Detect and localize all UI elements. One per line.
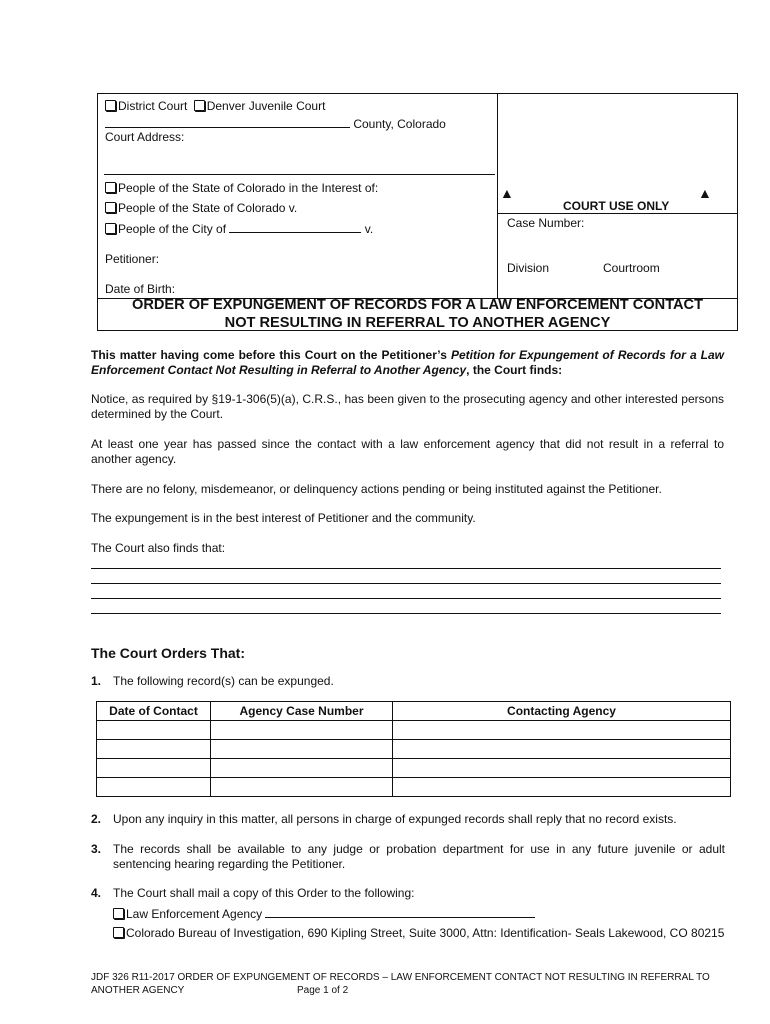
contacting-agency-cell[interactable] [393, 740, 731, 759]
finding-best-interest: The expungement is in the best interest of Petitioner and the community. [91, 511, 476, 525]
state-v-checkbox[interactable] [105, 202, 116, 213]
dob-label: Date of Birth: [105, 282, 176, 296]
order-item-4-text: The Court shall mail a copy of this Order to the following: [113, 886, 415, 900]
order-item-3-text: The records shall be available to any judge or probation department for use in any future juvenile or adult sentencing hearing regarding the Petitioner. [113, 842, 725, 871]
courtroom-label: Courtroom [603, 261, 660, 275]
footer-form-line: JDF 326 R11-2017 ORDER OF EXPUNGEMENT OF RECORDS – LAW ENFORCEMENT CONTACT NOT RESULTING IN REFERRAL TO [91, 972, 710, 983]
date-of-contact-cell[interactable] [97, 740, 211, 759]
orders-heading: The Court Orders That: [91, 645, 246, 661]
county-input[interactable] [105, 115, 350, 128]
city-v-suffix: v. [364, 222, 374, 236]
agency-case-number-cell[interactable] [211, 721, 393, 740]
up-arrow-right-icon: ▲ [698, 185, 712, 201]
date-of-contact-cell[interactable] [97, 721, 211, 740]
order-item-4-number: 4. [91, 886, 102, 900]
division-label: Division [507, 261, 550, 275]
mail-option-cbi [113, 926, 725, 941]
order-item-3 [91, 842, 725, 872]
findings-fill-line-1[interactable] [91, 568, 721, 569]
finding-no-actions: There are no felony, misdemeanor, or delinquency actions pending or being instituted against the Petitioner. [91, 482, 662, 496]
court-use-only-label: COURT USE ONLY [563, 199, 670, 213]
table-row [97, 778, 731, 797]
table-row [97, 740, 731, 759]
agency-case-number-cell[interactable] [211, 759, 393, 778]
finding-notice: Notice, as required by §19-1-306(5)(a), C.R.S., has been given to the prosecuting agency and other interested persons determined by the Court. [91, 392, 724, 421]
denver-juvenile-court-checkbox[interactable] [194, 100, 205, 111]
findings-fill-line-2[interactable] [91, 583, 721, 584]
petitioner-label: Petitioner: [105, 252, 160, 266]
law-enforcement-label: Law Enforcement Agency [126, 907, 263, 921]
cbi-label: Colorado Bureau of Investigation, 690 Kipling Street, Suite 3000, Attn: Identification- Seals Lakewood, CO 80215 [126, 926, 725, 940]
cbi-checkbox[interactable] [113, 927, 124, 938]
case-number-label: Case Number: [507, 216, 585, 230]
mail-option-law-enforcement [113, 906, 535, 921]
table-row [97, 759, 731, 778]
county-suffix: County, Colorado [353, 117, 446, 131]
date-of-contact-cell[interactable] [97, 778, 211, 797]
intro-paragraph [91, 348, 724, 378]
up-arrow-left-icon: ▲ [500, 185, 514, 201]
city-name-input[interactable] [229, 221, 361, 233]
order-item-2-number: 2. [91, 812, 102, 826]
intro-lead: This matter having come before this Court on the Petitioner’s [91, 348, 451, 362]
order-item-3-number: 3. [91, 842, 102, 856]
district-court-label: District Court [118, 99, 188, 113]
date-of-contact-cell[interactable] [97, 759, 211, 778]
caption-divider [497, 93, 498, 298]
order-item-2-text: Upon any inquiry in this matter, all persons in charge of expunged records shall reply that no record exists. [113, 812, 677, 826]
state-v-label: People of the State of Colorado v. [118, 201, 298, 215]
header-agency-case-number: Agency Case Number [211, 702, 393, 721]
denver-juvenile-court-label: Denver Juvenile Court [206, 99, 326, 113]
party-option-state [105, 201, 297, 215]
header-contacting-agency: Contacting Agency [393, 702, 731, 721]
contacting-agency-cell[interactable] [393, 778, 731, 797]
table-row [97, 721, 731, 740]
party-option-interest [105, 181, 378, 195]
law-enforcement-agency-input[interactable] [265, 906, 535, 918]
agency-case-number-cell[interactable] [211, 740, 393, 759]
district-court-checkbox[interactable] [105, 100, 116, 111]
finding-also-finds: The Court also finds that: [91, 541, 226, 555]
order-item-2 [91, 812, 724, 826]
findings-fill-line-3[interactable] [91, 598, 721, 599]
title-line-1: ORDER OF EXPUNGEMENT OF RECORDS FOR A LAW ENFORCEMENT CONTACT [131, 297, 704, 313]
footer-form-line-2: ANOTHER AGENCY [91, 985, 185, 996]
court-address-input[interactable] [104, 174, 495, 175]
interest-of-label: People of the State of Colorado in the Interest of: [118, 181, 379, 195]
court-address-label: Court Address: [105, 130, 185, 144]
order-item-4 [91, 886, 414, 900]
court-use-rule [498, 213, 738, 214]
petition-title: Petition for Expungement of Records for a Law Enforcement Contact Not Resulting in Referral to Another Agency [91, 348, 725, 377]
order-item-1-number: 1. [91, 674, 102, 688]
county-line [105, 115, 446, 131]
contacting-agency-cell[interactable] [393, 759, 731, 778]
agency-case-number-cell[interactable] [211, 778, 393, 797]
footer-page-number: Page 1 of 2 [297, 985, 349, 996]
court-selection [105, 99, 325, 113]
contacting-agency-cell[interactable] [393, 721, 731, 740]
interest-of-checkbox[interactable] [105, 182, 116, 193]
city-v-checkbox[interactable] [105, 223, 116, 234]
order-item-1-text: The following record(s) can be expunged. [113, 674, 334, 688]
intro-tail: , the Court finds: [466, 363, 563, 377]
header-date-of-contact: Date of Contact [97, 702, 211, 721]
city-v-label: People of the City of [118, 222, 227, 236]
records-table-header [97, 702, 731, 721]
title-line-2: NOT RESULTING IN REFERRAL TO ANOTHER AGENCY [224, 315, 611, 331]
order-item-1 [91, 674, 334, 688]
records-table [96, 701, 731, 797]
findings-fill-line-4[interactable] [91, 613, 721, 614]
party-option-city [105, 221, 373, 236]
finding-one-year: At least one year has passed since the contact with a law enforcement agency that did not result in a referral to another agency. [91, 437, 724, 466]
law-enforcement-checkbox[interactable] [113, 908, 124, 919]
